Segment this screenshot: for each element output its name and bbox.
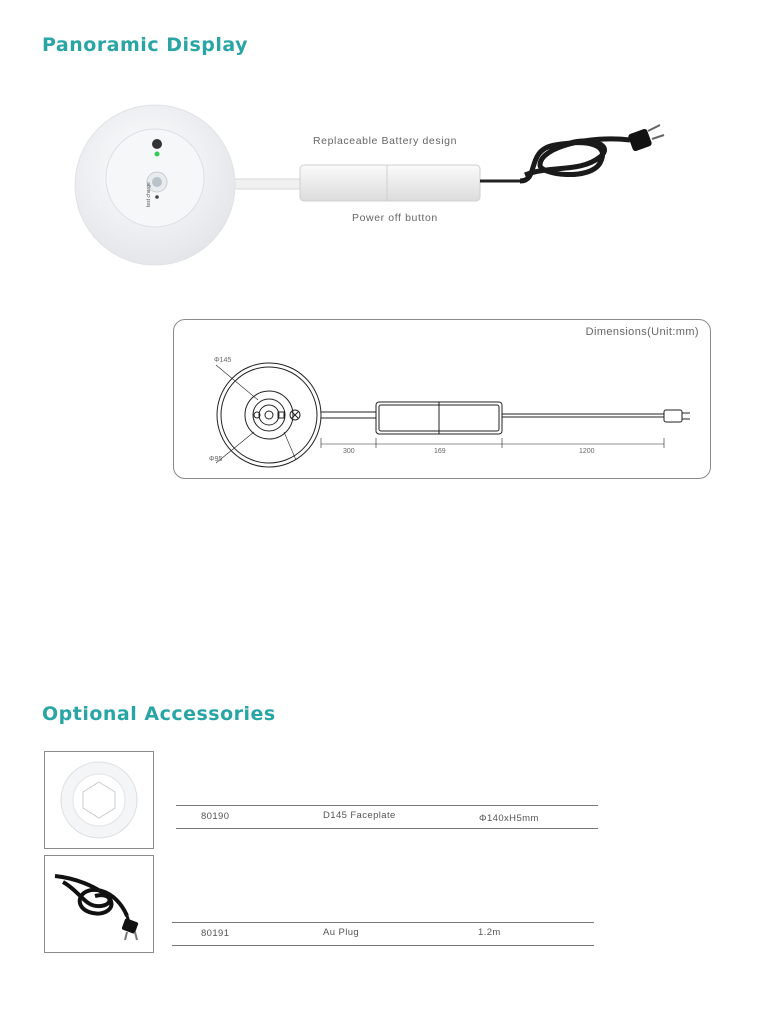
plug-cable-image xyxy=(45,856,153,952)
accessory-row-faceplate xyxy=(176,805,598,829)
faceplate-image xyxy=(45,752,153,848)
accessory-code: 80191 xyxy=(201,928,230,939)
accessory-name: Au Plug xyxy=(323,927,360,938)
power-button-caption: Power off button xyxy=(352,212,438,224)
product-image xyxy=(70,95,710,285)
plug-thumbnail xyxy=(44,855,154,953)
accessory-row-plug xyxy=(172,922,594,946)
section-title-panoramic-display: Panoramic Display xyxy=(42,34,249,56)
faceplate-thumbnail xyxy=(44,751,154,849)
dimensions-title: Dimensions(Unit:mm) xyxy=(585,326,699,338)
plug-cable-length-label: 1200 xyxy=(579,448,595,455)
emergency-light-illustration xyxy=(70,95,710,285)
section-title-optional-accessories: Optional Accessories xyxy=(42,703,276,725)
cable-length-label: 300 xyxy=(343,448,355,455)
accessory-spec: 1.2m xyxy=(478,927,501,938)
battery-caption: Replaceable Battery design xyxy=(313,135,458,147)
dimensions-panel xyxy=(173,319,711,479)
outer-diameter-label: Φ145 xyxy=(214,357,232,364)
accessory-name: D145 Faceplate xyxy=(323,810,396,821)
test-charge-label: test charge xyxy=(146,182,152,207)
accessory-code: 80190 xyxy=(201,811,230,822)
dimension-drawing xyxy=(174,320,711,479)
accessory-spec: Φ140xH5mm xyxy=(479,813,539,824)
inner-diameter-label: Φ95 xyxy=(209,456,223,463)
battery-length-label: 169 xyxy=(434,448,446,455)
